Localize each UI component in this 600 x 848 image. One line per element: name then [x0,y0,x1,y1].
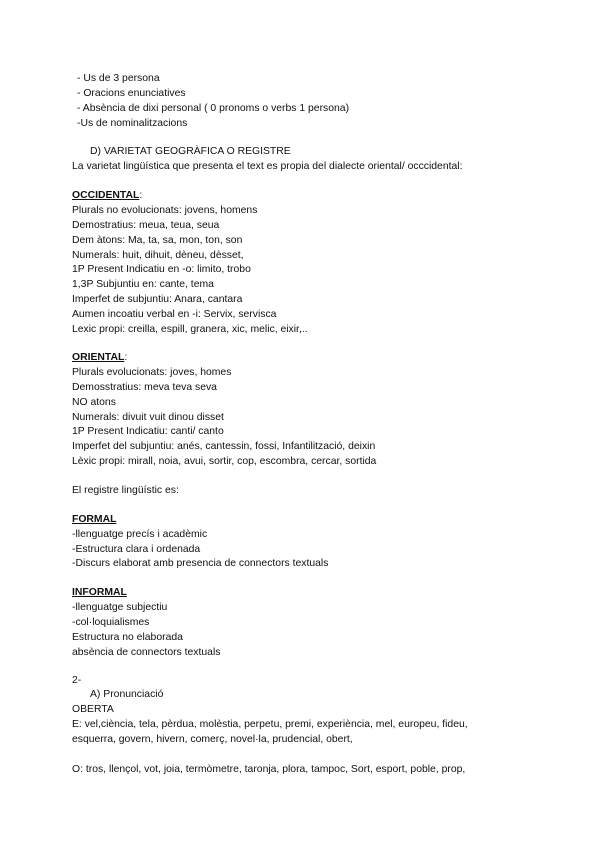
oriental-line: Imperfet del subjuntiu: anés, cantessin, fossi, Infantilització, deixin [72,441,376,452]
oberta-e-line: esquerra, govern, hivern, comerç, novel·la, prudencial, obert, [72,734,353,745]
oriental-line: 1P Present Indicatiu: canti/ canto [72,426,224,437]
section-d-intro: La varietat lingüística que presenta el text es propia del dialecte oriental/ occcidental: [72,161,463,172]
occidental-line: 1P Present Indicatiu en -o: limito, trobo [72,264,251,275]
oriental-line: Demosstratius: meva teva seva [72,382,217,393]
oberta-e-line: E: vel,ciència, tela, pèrdua, molèstia, perpetu, premi, experiència, mel, europeu, fideu, [72,719,468,730]
intro-list-item: - Oracions enunciatives [77,88,186,99]
oriental-colon: : [124,352,128,363]
section-d-heading: D) VARIETAT GEOGRÀFICA O REGISTRE [90,146,291,157]
oberta-o-line: O: tros, llençol, vot, joia, termòmetre, taronja, plora, tampoc, Sort, esport, poble, prop, [72,764,466,775]
formal-line: -Estructura clara i ordenada [72,544,201,555]
informal-heading [72,585,127,600]
oriental-line: Plurals evolucionats: joves, homes [72,367,232,378]
occidental-line: Numerals: huit, dihuit, dèneu, dèsset, [72,250,244,261]
intro-list-item: - Us de 3 persona [77,73,160,84]
occidental-colon: : [139,190,143,201]
oberta-label: OBERTA [72,704,114,715]
intro-list-item: -Us de nominalitzacions [77,118,188,129]
oriental-line: Numerals: divuit vuit dinou disset [72,412,224,423]
oriental-title: ORIENTAL [72,352,125,363]
informal-line: -llenguatge subjectiu [72,602,168,613]
occidental-line: Demostratius: meua, teua, seua [72,220,220,231]
occidental-line: Lexic propi: creilla, espill, granera, xic, melic, eixir,.. [72,324,308,335]
occidental-line: 1,3P Subjuntiu en: cante, tema [72,279,214,290]
formal-title: FORMAL [72,514,117,525]
section-2-subheading: A) Pronunciació [90,689,164,700]
intro-list-item: - Absència de dixi personal ( 0 pronoms o verbs 1 persona) [77,103,350,114]
formal-line: -llenguatge precís i acadèmic [72,529,208,540]
informal-line: Estructura no elaborada [72,632,183,643]
informal-title: INFORMAL [72,587,127,598]
occidental-line: Aumen incoatiu verbal en -i: Servix, servisca [72,309,277,320]
section-2-number: 2- [72,675,82,686]
informal-line: -col·loquialismes [72,617,150,628]
occidental-line: Plurals no evolucionats: jovens, homens [72,205,258,216]
informal-line: absència de connectors textuals [72,647,221,658]
occidental-heading [72,188,142,203]
formal-line: -Discurs elaborat amb presencia de connectors textuals [72,558,329,569]
registre-intro: El registre lingüístic es: [72,485,179,496]
formal-heading [72,512,116,527]
occidental-line: Dem àtons: Ma, ta, sa, mon, ton, son [72,235,243,246]
oriental-line: Lèxic propi: mirall, noia, avui, sortir, cop, escombra, cercar, sortida [72,456,377,467]
oriental-line: NO atons [72,397,116,408]
occidental-title: OCCIDENTAL [72,190,140,201]
oriental-heading [72,350,127,365]
occidental-line: Imperfet de subjuntiu: Anara, cantara [72,294,243,305]
